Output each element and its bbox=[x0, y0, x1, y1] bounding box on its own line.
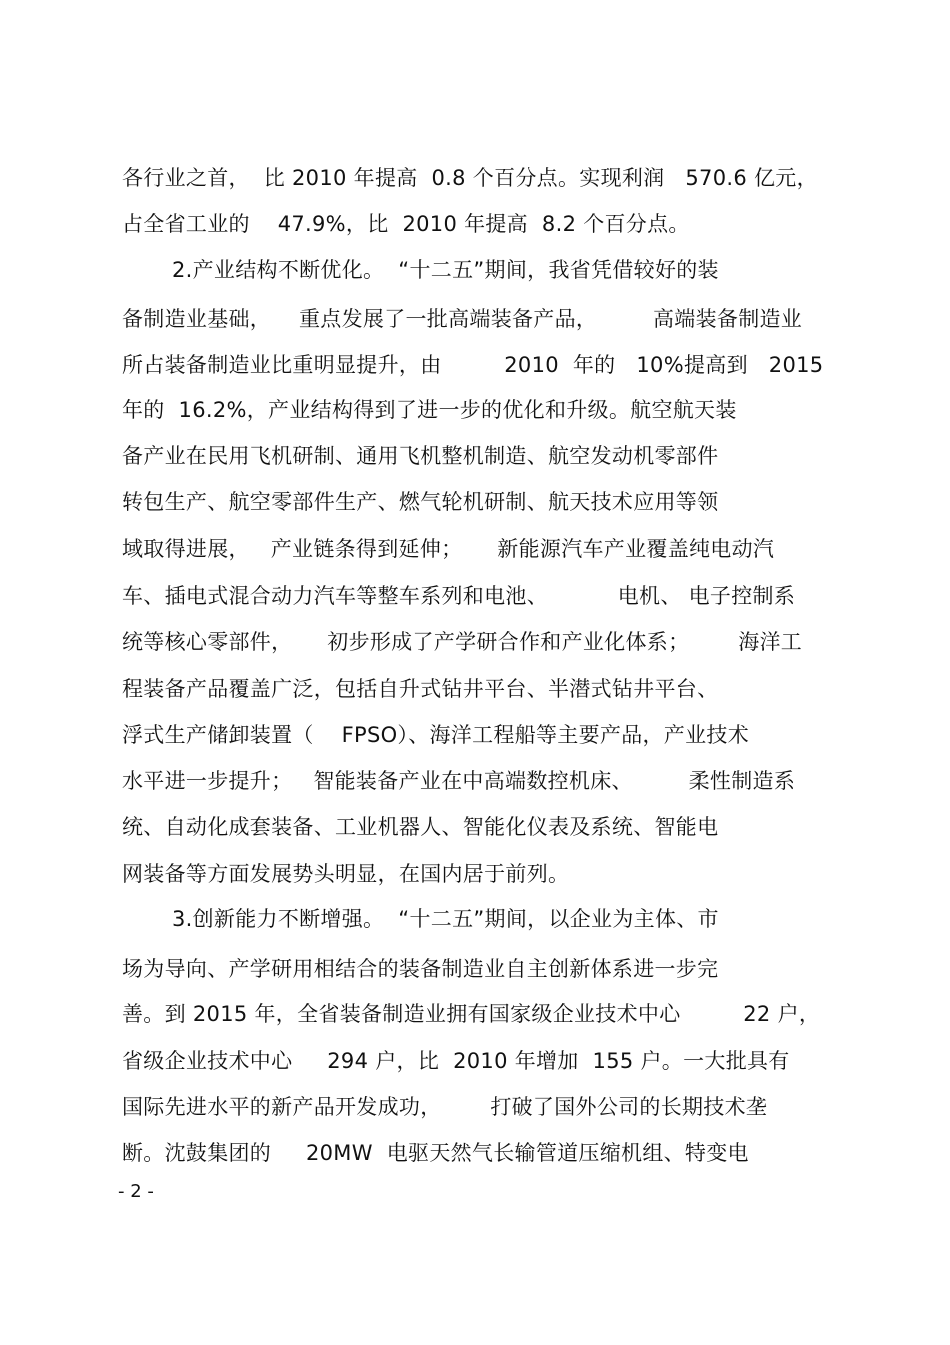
text-line: 车、插电式混合动力汽车等整车系列和电池、 电机、 电子控制系 bbox=[122, 584, 796, 608]
text-line: 浮式生产储卸装置（ FPSO）、海洋工程船等主要产品，产业技术 bbox=[122, 723, 750, 747]
text-line: 网装备等方面发展势头明显，在国内居于前列。 bbox=[122, 862, 570, 886]
text-line: 统、自动化成套装备、工业机器人、智能化仪表及系统、智能电 bbox=[122, 815, 719, 839]
text-line: 各行业之首， 比 2010 年提高 0.8 个百分点。实现利润 570.6 亿元， bbox=[122, 166, 818, 190]
text-line: 省级企业技术中心 294 户，比 2010 年增加 155 户。一大批具有 bbox=[122, 1049, 790, 1073]
paragraph-heading: 2.产业结构不断优化。 “十二五”期间，我省凭借较好的装 bbox=[172, 258, 719, 282]
text-line: 备产业在民用飞机研制、通用飞机整机制造、航空发动机零部件 bbox=[122, 444, 719, 468]
text-line: 国际先进水平的新产品开发成功， 打破了国外公司的长期技术垄 bbox=[122, 1095, 768, 1119]
text-line: 统等核心零部件， 初步形成了产学研合作和产业化体系； 海洋工 bbox=[122, 630, 803, 654]
text-line: 年的 16.2%，产业结构得到了进一步的优化和升级。航空航天装 bbox=[122, 398, 737, 422]
text-line: 场为导向、产学研用相结合的装备制造业自主创新体系进一步完 bbox=[122, 957, 719, 981]
text-line: 程装备产品覆盖广泛，包括自升式钻井平台、半潜式钻井平台、 bbox=[122, 677, 719, 701]
text-line: 备制造业基础， 重点发展了一批高端装备产品， 高端装备制造业 bbox=[122, 307, 803, 331]
text-line: 转包生产、航空零部件生产、燃气轮机研制、航天技术应用等领 bbox=[122, 490, 719, 514]
text-line: 占全省工业的 47.9%，比 2010 年提高 8.2 个百分点。 bbox=[122, 212, 690, 236]
page-number: - 2 - bbox=[118, 1181, 154, 1202]
paragraph-heading: 3.创新能力不断增强。 “十二五”期间，以企业为主体、市 bbox=[172, 907, 719, 931]
text-line: 善。到 2015 年，全省装备制造业拥有国家级企业技术中心 22 户， bbox=[122, 1002, 821, 1026]
text-line: 所占装备制造业比重明显提升，由 2010 年的 10%提高到 2015 bbox=[122, 353, 824, 377]
text-line: 断。沈鼓集团的 20MW 电驱天然气长输管道压缩机组、特变电 bbox=[122, 1141, 749, 1165]
text-line: 水平进一步提升； 智能装备产业在中高端数控机床、 柔性制造系 bbox=[122, 769, 796, 793]
text-line: 域取得进展， 产业链条得到延伸； 新能源汽车产业覆盖纯电动汽 bbox=[122, 537, 775, 561]
